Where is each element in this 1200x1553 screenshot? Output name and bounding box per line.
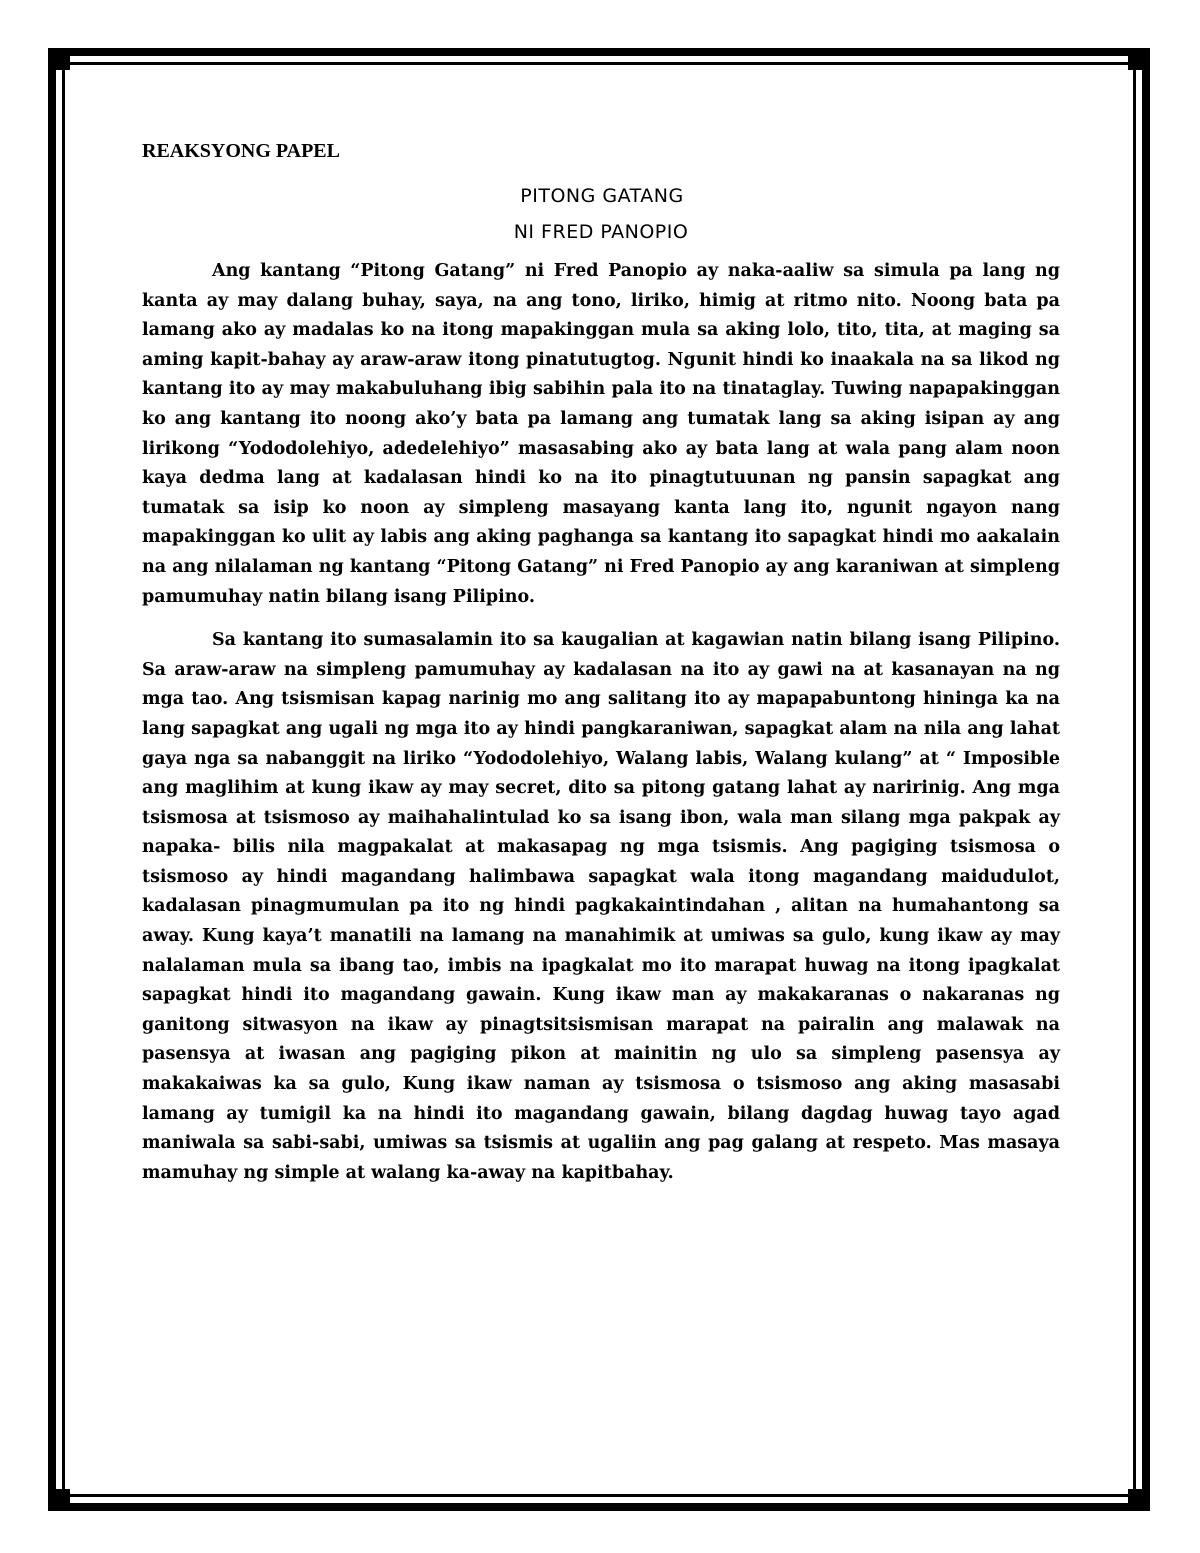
paragraph-2: Sa kantang ito sumasalamin ito sa kaugalian at kagawian natin bilang isang Pilipino. Sa araw-araw na simpleng pamumuhay ay kadalasan na ito ay gawi na at kasanayan na ng mga tao. Ang tsismisan kapag narinig mo ang salitang ito ay mapapabuntong hininga ka na lang sapagkat ang ugali ng mga ito ay hindi pangkaraniwan, sapagkat alam na nila ang lahat gaya nga sa nabanggit na liriko “Yododolehiyo, Walang labis, Walang kulang” at “ Imposible ang maglihim at kung ikaw ay may secret, dito sa pitong gatang lahat ay naririnig. Ang mga tsismosa at tsismoso ay maihahalintulad ko sa isang ibon, wala man silang mga pakpak ay napaka- bilis nila magpakalat at makasapag ng mga tsismis. Ang pagiging tsismosa o tsismoso ay hindi magandang halimbawa sapagkat wala itong magandang maidudulot, kadalasan pinagmumulan pa ito ng hindi pagkakaintindahan , alitan na humahantong sa away. Kung kaya’t manatili na lamang na manahimik at umiwas sa gulo, kung ikaw ay may nalalaman mula sa ibang tao, imbis na ipagkalat mo ito marapat huwag na itong ipagkalat sapagkat hindi ito magandang gawain. Kung ikaw man ay makakaranas o nakaranas ng ganitong sitwasyon na ikaw ay pinagtsitsismisan marapat na pairalin ang malawak na pasensya at iwasan ang pagiging pikon at mainitin ng ulo sa simpleng pasensya ay makakaiwas ka sa gulo, Kung ikaw naman ay tsismosa o tsismoso ang aking masasabi lamang ay tumigil ka na hindi ito magandang gawain, bilang dagdag huwag tayo agad maniwala sa sabi-sabi, umiwas sa tsismis at ugaliin ang pag galang at respeto. Mas masaya mamuhay ng simple at walang ka-away na kapitbahay.: [142, 630, 1060, 1183]
document-body: [142, 140, 1060, 1202]
border-corner-top-left: [48, 48, 70, 70]
paragraph-1: Ang kantang “Pitong Gatang” ni Fred Panopio ay naka-aaliw sa simula pa lang ng kanta ay may dalang buhay, saya, na ang tono, liriko, himig at ritmo nito. Noong bata pa lamang ako ay madalas ko na itong mapakinggan mula sa aking lolo, tito, tita, at maging sa aming kapit-bahay ay araw-araw itong pinatutugtog. Ngunit hindi ko inaakala na sa likod ng kantang ito ay may makabuluhang ibig sabihin pala ito na tinataglay. Tuwing napapakinggan ko ang kantang ito noong ako’y bata pa lamang ang tumatak lang sa aking isipan ay ang lirikong “Yododolehiyo, adedelehiyo” masasabing ako ay bata lang at wala pang alam noon kaya dedma lang at kadalasan hindi ko na ito pinagtutuunan ng pansin sapagkat ang tumatak sa isip ko noon ay simpleng masayang kanta lang ito, ngunit ngayon nang mapakinggan ko ulit ay labis ang aking paghanga sa kantang ito sapagkat hindi mo aakalain na ang nilalaman ng kantang “Pitong Gatang” ni Fred Panopio ay ang karaniwan at simpleng pamumuhay natin bilang isang Pilipino.: [142, 261, 1060, 607]
border-corner-bottom-left: [48, 1489, 70, 1511]
document-label: REAKSYONG PAPEL: [142, 140, 340, 162]
document-title: PITONG GATANG: [520, 185, 684, 207]
border-corner-bottom-right: [1128, 1489, 1150, 1511]
document-author-line: NI FRED PANOPIO: [513, 221, 689, 243]
border-corner-top-right: [1128, 48, 1150, 70]
